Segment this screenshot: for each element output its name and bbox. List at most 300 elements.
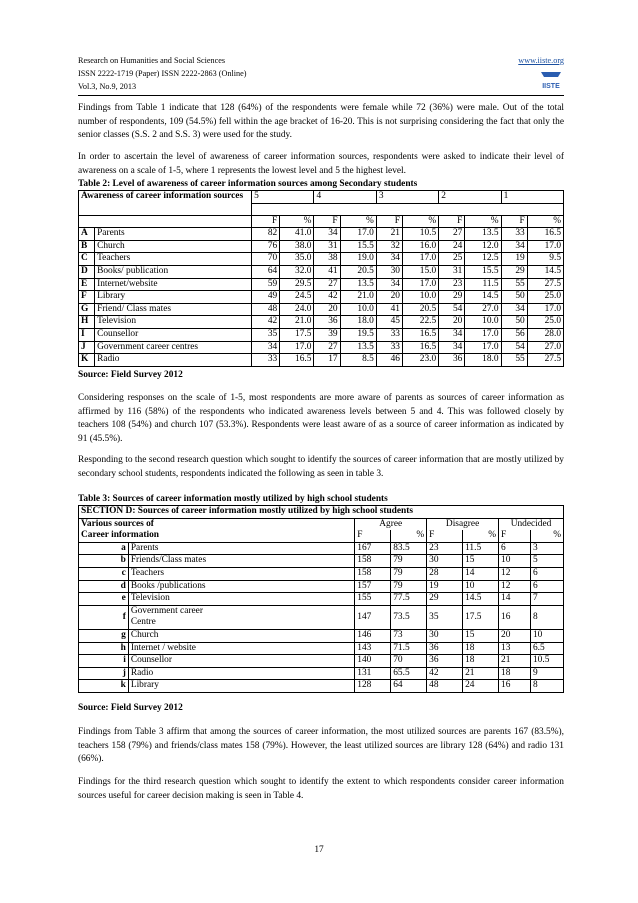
value-cell: 36 [427, 655, 463, 668]
value-cell: 20.5 [402, 303, 438, 316]
value-cell: 25.0 [527, 316, 563, 329]
table2-source: Source: Field Survey 2012 [78, 370, 183, 380]
source-name-line: Radio [130, 667, 154, 678]
table-row [79, 555, 564, 568]
value-cell: 155 [355, 593, 391, 606]
value-cell: 55 [501, 354, 527, 367]
value-cell: 20.5 [340, 265, 376, 278]
value-cell: 27.0 [465, 303, 501, 316]
table-row [79, 629, 564, 642]
value-cell: 19 [501, 253, 527, 266]
value-cell: 18.0 [465, 354, 501, 367]
value-cell: 18.0 [340, 316, 376, 329]
value-cell: 13.5 [340, 278, 376, 291]
value-cell: 21 [376, 228, 402, 241]
source-name-line: Books /publications [130, 580, 206, 591]
value-cell: 25.0 [527, 291, 563, 304]
table-row [79, 291, 564, 304]
value-cell: 17.5 [463, 605, 499, 629]
value-cell: 42 [252, 316, 280, 329]
row-id: G [79, 303, 95, 316]
value-cell: 34 [501, 303, 527, 316]
value-cell: 45 [376, 316, 402, 329]
value-cell: 10.0 [340, 303, 376, 316]
value-cell: 71.5 [391, 642, 427, 655]
value-cell: 27 [314, 341, 340, 354]
value-cell: 12.5 [465, 253, 501, 266]
table3-source: Source: Field Survey 2012 [78, 703, 183, 713]
value-cell: 34 [252, 341, 280, 354]
value-cell: 14.5 [527, 265, 563, 278]
value-cell: 6 [499, 542, 531, 555]
value-cell: 25 [439, 253, 465, 266]
value-cell: 50 [501, 316, 527, 329]
journal-name: Research on Humanities and Social Sciences [78, 56, 226, 65]
group-undecided: Undecided [499, 518, 564, 530]
source-name: Government career centres [95, 341, 252, 354]
source-name [128, 655, 354, 668]
value-cell: 11.5 [463, 542, 499, 555]
value-cell: 31 [314, 240, 340, 253]
source-name [128, 680, 354, 693]
table-row [79, 240, 564, 253]
volume-line: Vol.3, No.9, 2013 [78, 82, 137, 91]
value-cell: 158 [355, 555, 391, 568]
value-cell: 42 [314, 291, 340, 304]
row-id: d [79, 580, 129, 593]
value-cell: 59 [252, 278, 280, 291]
table2-caption: Table 2: Level of awareness of career information sources among Secondary students [78, 179, 418, 189]
source-name-line: Library [130, 680, 159, 691]
table-row [79, 667, 564, 680]
sub-pct: % [340, 215, 376, 228]
value-cell: 131 [355, 667, 391, 680]
value-cell: 16.5 [402, 341, 438, 354]
value-cell: 6 [530, 580, 563, 593]
value-cell: 12 [499, 580, 531, 593]
sub-f: F [376, 215, 402, 228]
value-cell: 20 [376, 291, 402, 304]
value-cell: 39 [314, 328, 340, 341]
value-cell: 65.5 [391, 667, 427, 680]
issn-line: ISSN 2222-1719 (Paper) ISSN 2222-2863 (Online) [78, 69, 247, 78]
paragraph-6: Findings for the third research question which sought to identify the extent to which respondents consider career information sources useful for career decision making is seen in Table 4. [78, 777, 564, 801]
source-name: Books/ publication [95, 265, 252, 278]
value-cell: 21.0 [340, 291, 376, 304]
table3-section-title: SECTION D: Sources of career information mostly utilized by high school students [79, 506, 564, 519]
source-name-line: Counsellor [130, 655, 172, 666]
value-cell: 70 [391, 655, 427, 668]
table-row [79, 303, 564, 316]
level-header: 5 [252, 191, 314, 204]
value-cell: 34 [501, 240, 527, 253]
value-cell: 34 [314, 228, 340, 241]
value-cell: 9.5 [527, 253, 563, 266]
source-name: Radio [95, 354, 252, 367]
value-cell: 29.5 [280, 278, 314, 291]
value-cell: 15.5 [340, 240, 376, 253]
table-row [79, 605, 564, 629]
awareness-table [78, 190, 564, 367]
source-name [128, 629, 354, 642]
value-cell: 24 [439, 240, 465, 253]
value-cell: 15.5 [465, 265, 501, 278]
level-header: 4 [314, 191, 376, 204]
value-cell: 28 [427, 567, 463, 580]
row-id: D [79, 265, 95, 278]
table-row [79, 354, 564, 367]
value-cell: 50 [501, 291, 527, 304]
paragraph-5: Findings from Table 3 affirm that among the sources of career information, the most utilized sources are parents 167 (83.5%), teachers 158 (79%) and friends/class mates 158 (79%). However, the least utilized sources are library 128 (64%) and radio 131 (66%). [78, 727, 564, 764]
value-cell: 12.0 [465, 240, 501, 253]
value-cell: 16.5 [527, 228, 563, 241]
value-cell: 17.0 [527, 303, 563, 316]
table-row [79, 642, 564, 655]
value-cell: 33 [376, 328, 402, 341]
value-cell: 77.5 [391, 593, 427, 606]
value-cell: 23 [439, 278, 465, 291]
value-cell: 22.5 [402, 316, 438, 329]
sub-f: F [314, 215, 340, 228]
sub-f: F [501, 215, 527, 228]
value-cell: 27.5 [527, 354, 563, 367]
value-cell: 8 [530, 680, 563, 693]
value-cell: 18 [463, 655, 499, 668]
value-cell: 31 [439, 265, 465, 278]
iiste-logo [538, 68, 564, 92]
value-cell: 17 [314, 354, 340, 367]
group-agree: Agree [355, 518, 427, 530]
value-cell: 12 [499, 567, 531, 580]
value-cell: 15 [463, 629, 499, 642]
value-cell: 54 [501, 341, 527, 354]
sub-f: F [499, 530, 531, 542]
value-cell: 140 [355, 655, 391, 668]
value-cell: 49 [252, 291, 280, 304]
value-cell: 76 [252, 240, 280, 253]
value-cell: 21.0 [280, 316, 314, 329]
value-cell: 55 [501, 278, 527, 291]
value-cell: 41.0 [280, 228, 314, 241]
value-cell: 42 [427, 667, 463, 680]
row-id: g [79, 629, 129, 642]
source-name-line: Government career [130, 605, 203, 616]
table3-head2: Career information [79, 530, 355, 542]
row-id: f [79, 605, 129, 629]
paragraph-3: Considering responses on the scale of 1-5, most respondents are more aware of parents as sources of career information as affirmed by 116 (58%) of the respondents who indicated awareness levels between 5 and 4. This was followed closely by teachers 108 (54%) and church 107 (53.3%). Respondents were least aware of as a source of career information as indicated by 91 (45.5%). [78, 393, 564, 444]
value-cell: 34 [439, 341, 465, 354]
iiste-logo-text: IISTE [542, 83, 560, 90]
value-cell: 32.0 [280, 265, 314, 278]
value-cell: 56 [501, 328, 527, 341]
value-cell: 73.5 [391, 605, 427, 629]
source-name-line: Friends/Class mates [130, 555, 207, 566]
utilization-table [78, 505, 564, 693]
table-row [79, 655, 564, 668]
row-id: F [79, 291, 95, 304]
source-name [128, 667, 354, 680]
value-cell: 6.5 [530, 642, 563, 655]
table-row [79, 341, 564, 354]
value-cell: 13 [499, 642, 531, 655]
value-cell: 29 [439, 291, 465, 304]
row-id: I [79, 328, 95, 341]
value-cell: 19.0 [340, 253, 376, 266]
value-cell: 17.0 [280, 341, 314, 354]
value-cell: 29 [427, 593, 463, 606]
value-cell: 5 [530, 555, 563, 568]
value-cell: 146 [355, 629, 391, 642]
source-name [128, 555, 354, 568]
value-cell: 17.0 [465, 328, 501, 341]
source-name: Church [95, 240, 252, 253]
table2-subheader [79, 215, 564, 228]
value-cell: 16.5 [402, 328, 438, 341]
table-row [79, 542, 564, 555]
source-name-line: Internet / website [130, 642, 196, 653]
sub-pct: % [402, 215, 438, 228]
level-header: 1 [501, 191, 563, 204]
value-cell: 16 [499, 680, 531, 693]
row-id: J [79, 341, 95, 354]
row-id: e [79, 593, 129, 606]
value-cell: 54 [439, 303, 465, 316]
value-cell: 20 [499, 629, 531, 642]
sub-pct: % [391, 530, 427, 542]
value-cell: 79 [391, 567, 427, 580]
paragraph-2: In order to ascertain the level of awareness of career information sources, respondents were asked to indicate their level of awareness on a scale of 1-5, where 1 represents the lowest level and 5 the highest level. [78, 152, 564, 176]
value-cell: 83.5 [391, 542, 427, 555]
value-cell: 10.0 [402, 291, 438, 304]
row-id: A [79, 228, 95, 241]
value-cell: 64 [252, 265, 280, 278]
source-name [128, 580, 354, 593]
value-cell: 79 [391, 580, 427, 593]
value-cell: 15 [463, 555, 499, 568]
table-row [79, 328, 564, 341]
row-id: c [79, 567, 129, 580]
value-cell: 8 [530, 605, 563, 629]
value-cell: 3 [530, 542, 563, 555]
value-cell: 33 [252, 354, 280, 367]
page-number: 17 [314, 845, 324, 855]
value-cell: 36 [427, 642, 463, 655]
value-cell: 17.0 [465, 341, 501, 354]
source-name [128, 593, 354, 606]
journal-url-link[interactable]: www.iiste.org [518, 56, 564, 65]
value-cell: 6 [530, 567, 563, 580]
value-cell: 33 [376, 341, 402, 354]
row-id: i [79, 655, 129, 668]
row-id: j [79, 667, 129, 680]
value-cell: 30 [427, 555, 463, 568]
value-cell: 13.5 [340, 341, 376, 354]
value-cell: 48 [252, 303, 280, 316]
value-cell: 24.5 [280, 291, 314, 304]
table-row [79, 228, 564, 241]
value-cell: 27.5 [527, 278, 563, 291]
table-row [79, 253, 564, 266]
value-cell: 17.0 [402, 278, 438, 291]
source-name [128, 605, 354, 629]
value-cell: 27.0 [527, 341, 563, 354]
paragraph-1: Findings from Table 1 indicate that 128 (64%) of the respondents were female while 72 (36%) were male. Out of the total number of respondents, 109 (54.5%) fell within the age bracket of 16-20. This is not surprising considering the fact that only the senior classes (S.S. 2 and S.S. 3) were used for the study. [78, 103, 564, 140]
value-cell: 18 [499, 667, 531, 680]
row-id: B [79, 240, 95, 253]
value-cell: 30 [427, 629, 463, 642]
table3-caption: Table 3: Sources of career information mostly utilized by high school students [78, 494, 388, 504]
table-row [79, 593, 564, 606]
value-cell: 21 [463, 667, 499, 680]
value-cell: 34 [376, 278, 402, 291]
table-row [79, 316, 564, 329]
value-cell: 29 [501, 265, 527, 278]
value-cell: 17.0 [402, 253, 438, 266]
value-cell: 147 [355, 605, 391, 629]
value-cell: 20 [439, 316, 465, 329]
value-cell: 73 [391, 629, 427, 642]
source-name-line: Teachers [130, 567, 165, 578]
table-row [79, 265, 564, 278]
value-cell: 36 [439, 354, 465, 367]
value-cell: 10 [530, 629, 563, 642]
value-cell: 14.5 [465, 291, 501, 304]
value-cell: 10 [463, 580, 499, 593]
source-name-line: Church [130, 629, 159, 640]
value-cell: 38.0 [280, 240, 314, 253]
row-id: k [79, 680, 129, 693]
row-id: K [79, 354, 95, 367]
value-cell: 32 [376, 240, 402, 253]
table-row [79, 278, 564, 291]
source-name-line: Parents [130, 542, 159, 553]
value-cell: 27 [439, 228, 465, 241]
source-name [128, 542, 354, 555]
source-name: Library [95, 291, 252, 304]
value-cell: 16.0 [402, 240, 438, 253]
sub-pct: % [530, 530, 563, 542]
value-cell: 34 [439, 328, 465, 341]
value-cell: 17.0 [340, 228, 376, 241]
value-cell: 13.5 [465, 228, 501, 241]
value-cell: 33 [501, 228, 527, 241]
level-header: 3 [376, 191, 438, 204]
value-cell: 158 [355, 567, 391, 580]
sub-f: F [252, 215, 280, 228]
source-name: Parents [95, 228, 252, 241]
value-cell: 14 [499, 593, 531, 606]
source-name [128, 642, 354, 655]
value-cell: 23.0 [402, 354, 438, 367]
sub-f: F [355, 530, 391, 542]
value-cell: 82 [252, 228, 280, 241]
source-name: Friend/ Class mates [95, 303, 252, 316]
value-cell: 35.0 [280, 253, 314, 266]
value-cell: 17.5 [280, 328, 314, 341]
value-cell: 157 [355, 580, 391, 593]
value-cell: 8.5 [340, 354, 376, 367]
paragraph-4: Responding to the second research question which sought to identify the sources of career information that are mostly utilized by secondary school students, respondents indicated the following as seen in table 3. [78, 455, 564, 479]
header-rule [78, 95, 564, 96]
value-cell: 10 [499, 555, 531, 568]
value-cell: 10.0 [465, 316, 501, 329]
value-cell: 143 [355, 642, 391, 655]
source-name: Internet/website [95, 278, 252, 291]
value-cell: 30 [376, 265, 402, 278]
value-cell: 19 [427, 580, 463, 593]
table-row [79, 580, 564, 593]
value-cell: 10.5 [402, 228, 438, 241]
source-name-line: Centre [130, 617, 156, 628]
value-cell: 18 [463, 642, 499, 655]
value-cell: 48 [427, 680, 463, 693]
value-cell: 70 [252, 253, 280, 266]
table3-head1: Various sources of [79, 518, 355, 530]
value-cell: 14 [463, 567, 499, 580]
source-name-line: Television [130, 593, 170, 604]
sub-pct: % [527, 215, 563, 228]
value-cell: 34 [376, 253, 402, 266]
value-cell: 167 [355, 542, 391, 555]
row-id: b [79, 555, 129, 568]
value-cell: 14.5 [463, 593, 499, 606]
source-name: Teachers [95, 253, 252, 266]
value-cell: 64 [391, 680, 427, 693]
source-name: Counsellor [95, 328, 252, 341]
value-cell: 21 [499, 655, 531, 668]
level-header: 2 [439, 191, 501, 204]
value-cell: 35 [252, 328, 280, 341]
table2-head-label: Awareness of career information sources [79, 191, 252, 216]
table-row [79, 567, 564, 580]
value-cell: 10.5 [530, 655, 563, 668]
value-cell: 11.5 [465, 278, 501, 291]
value-cell: 46 [376, 354, 402, 367]
table2-level-header [79, 191, 564, 204]
value-cell: 16 [499, 605, 531, 629]
row-id: h [79, 642, 129, 655]
value-cell: 17.0 [527, 240, 563, 253]
value-cell: 35 [427, 605, 463, 629]
value-cell: 16.5 [280, 354, 314, 367]
value-cell: 38 [314, 253, 340, 266]
value-cell: 23 [427, 542, 463, 555]
value-cell: 19.5 [340, 328, 376, 341]
value-cell: 9 [530, 667, 563, 680]
row-id: C [79, 253, 95, 266]
sub-f: F [439, 215, 465, 228]
value-cell: 128 [355, 680, 391, 693]
sub-f: F [427, 530, 463, 542]
value-cell: 7 [530, 593, 563, 606]
sub-pct: % [463, 530, 499, 542]
row-id: a [79, 542, 129, 555]
sub-pct: % [465, 215, 501, 228]
value-cell: 24 [463, 680, 499, 693]
value-cell: 27 [314, 278, 340, 291]
sub-pct: % [280, 215, 314, 228]
value-cell: 28.0 [527, 328, 563, 341]
value-cell: 20 [314, 303, 340, 316]
table-row [79, 680, 564, 693]
value-cell: 36 [314, 316, 340, 329]
value-cell: 24.0 [280, 303, 314, 316]
row-id: H [79, 316, 95, 329]
value-cell: 15.0 [402, 265, 438, 278]
value-cell: 79 [391, 555, 427, 568]
value-cell: 41 [376, 303, 402, 316]
row-id: E [79, 278, 95, 291]
